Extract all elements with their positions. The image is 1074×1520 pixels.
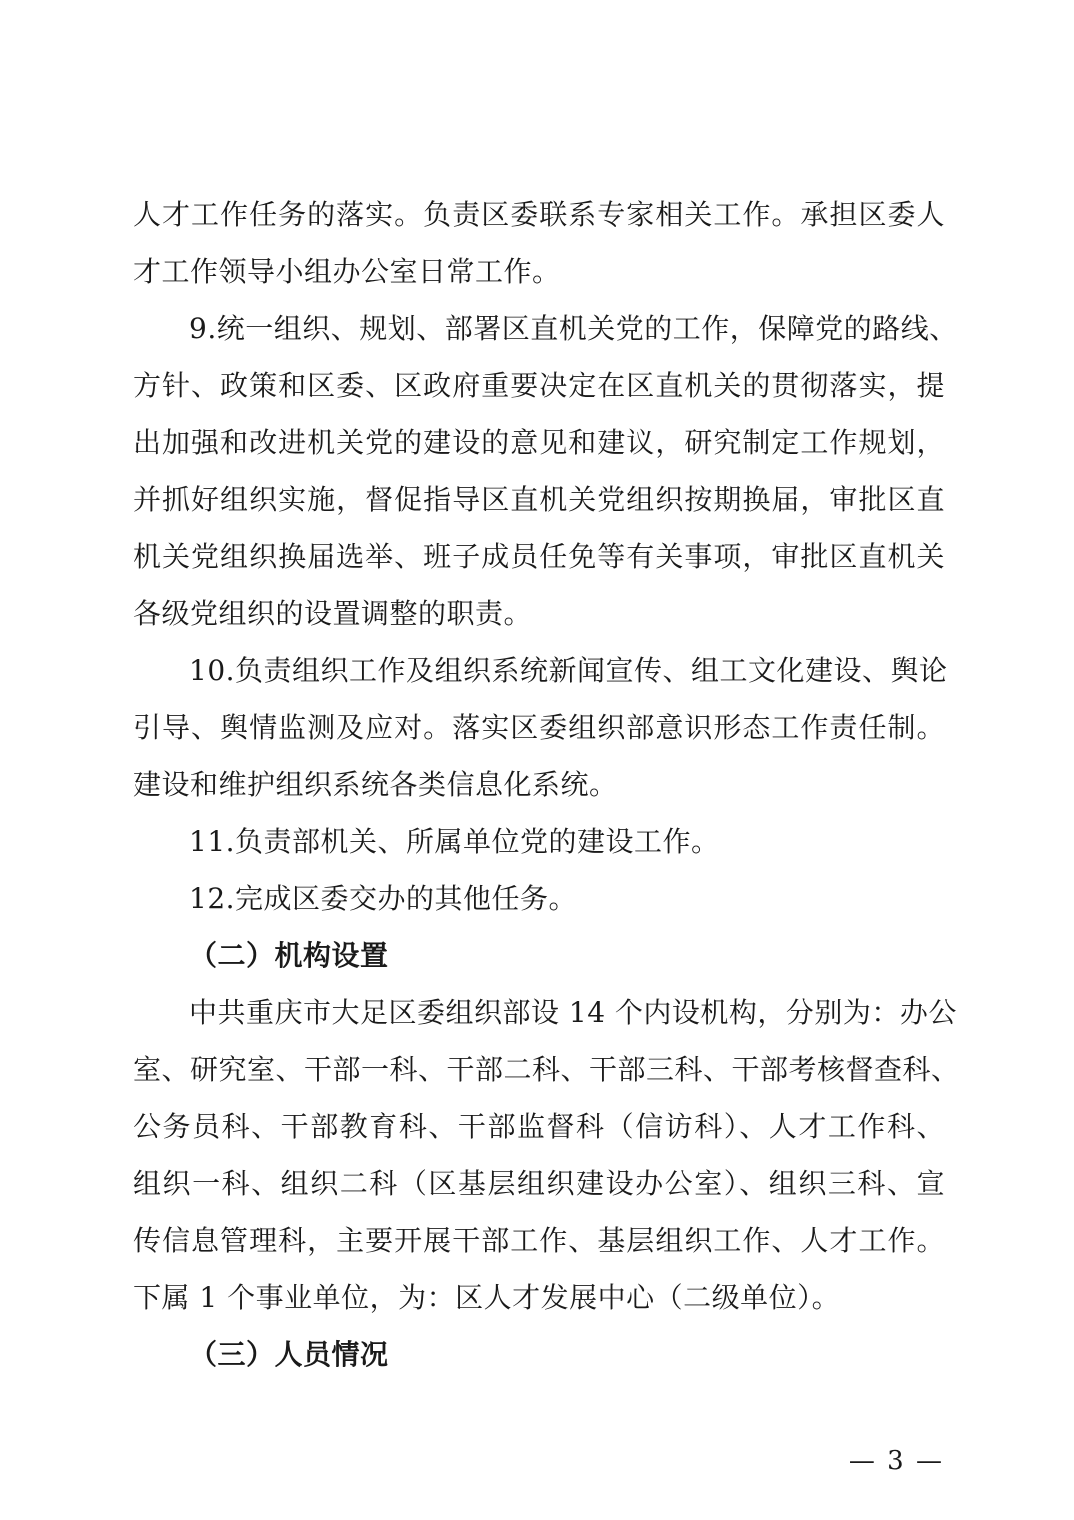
paragraph-line: 方针、政策和区委、区政府重要决定在区直机关的贯彻落实，提 bbox=[133, 369, 945, 402]
document-body bbox=[133, 186, 960, 1383]
paragraph-line: 10.负责组织工作及组织系统新闻宣传、组工文化建设、舆论 bbox=[189, 654, 948, 687]
paragraph-line: 12.完成区委交办的其他任务。 bbox=[189, 882, 578, 915]
paragraph-line: 各级党组织的设置调整的职责。 bbox=[133, 597, 533, 630]
paragraph-line: 机关党组织换届选举、班子成员任免等有关事项，审批区直机关 bbox=[133, 540, 945, 573]
section-heading: （二）机构设置 bbox=[189, 939, 389, 972]
paragraph-line: 传信息管理科，主要开展干部工作、基层组织工作、人才工作。 bbox=[133, 1224, 945, 1257]
paragraph-line: 组织一科、组织二科（区基层组织建设办公室）、组织三科、宣 bbox=[133, 1167, 945, 1200]
page-number: — 3 — bbox=[848, 1446, 944, 1476]
paragraph-line: 9.统一组织、规划、部署区直机关党的工作，保障党的路线、 bbox=[189, 312, 958, 345]
paragraph-line: 下属 1 个事业单位，为：区人才发展中心（二级单位）。 bbox=[133, 1281, 841, 1314]
paragraph-line: 11.负责部机关、所属单位党的建设工作。 bbox=[189, 825, 720, 858]
paragraph-line: 中共重庆市大足区委组织部设 14 个内设机构，分别为：办公 bbox=[189, 996, 957, 1029]
paragraph-line: 人才工作任务的落实。负责区委联系专家相关工作。承担区委人 bbox=[133, 198, 945, 231]
section-heading: （三）人员情况 bbox=[189, 1338, 389, 1371]
paragraph-line: 室、研究室、干部一科、干部二科、干部三科、干部考核督查科、 bbox=[133, 1053, 960, 1086]
paragraph-line: 并抓好组织实施，督促指导区直机关党组织按期换届，审批区直 bbox=[133, 483, 945, 516]
paragraph-line: 才工作领导小组办公室日常工作。 bbox=[133, 255, 561, 288]
paragraph-line: 引导、舆情监测及应对。落实区委组织部意识形态工作责任制。 bbox=[133, 711, 945, 744]
paragraph-line: 公务员科、干部教育科、干部监督科（信访科）、人才工作科、 bbox=[133, 1110, 945, 1143]
paragraph-line: 建设和维护组织系统各类信息化系统。 bbox=[133, 768, 618, 801]
paragraph-line: 出加强和改进机关党的建设的意见和建议，研究制定工作规划， bbox=[133, 426, 945, 459]
